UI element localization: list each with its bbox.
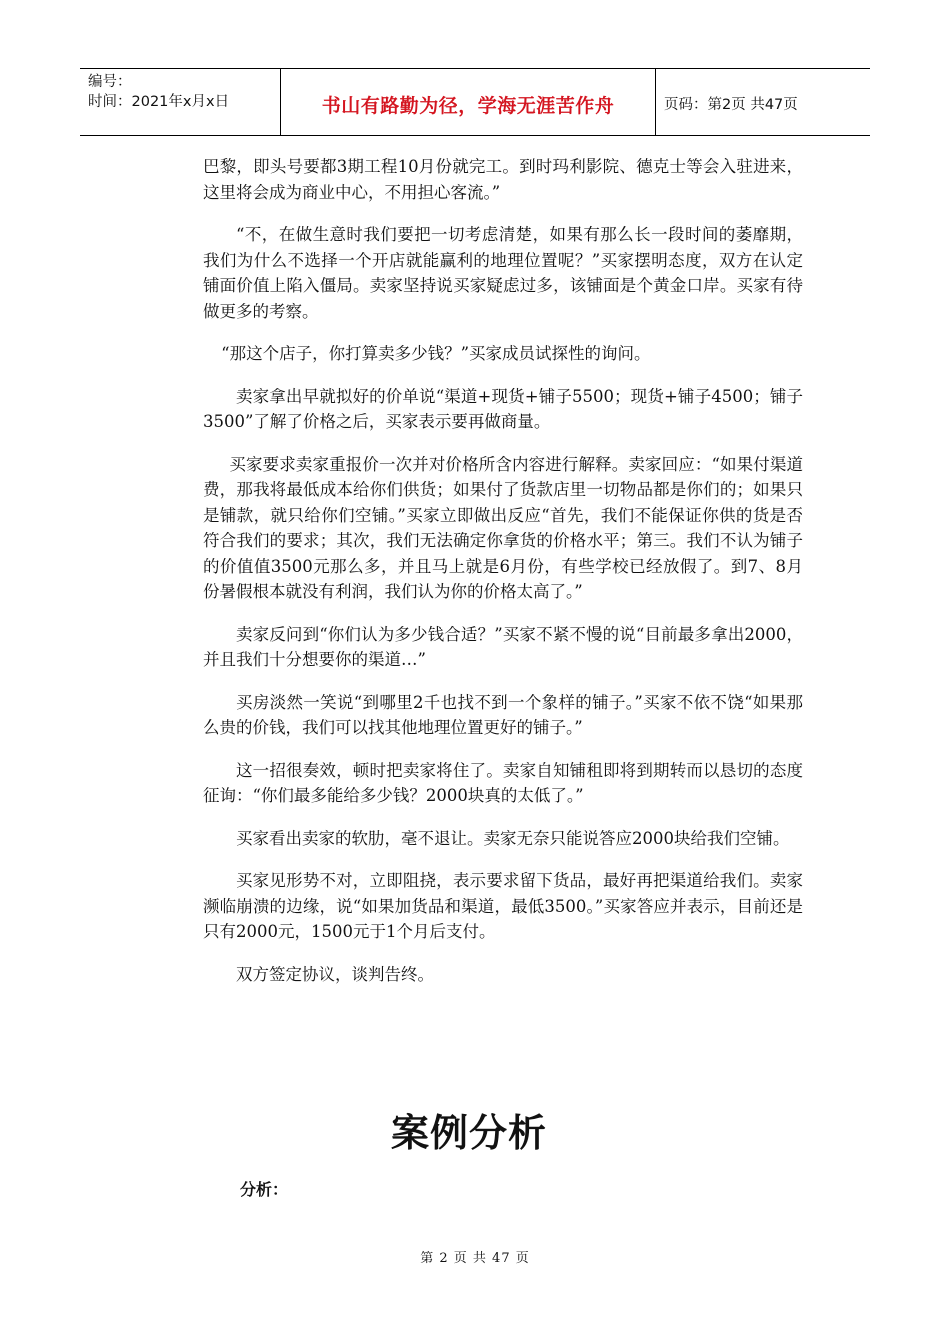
body-text (203, 154, 803, 1004)
paragraph: 买家见形势不对，立即阻挠，表示要求留下货品，最好再把渠道给我们。卖家濒临崩溃的边缘，说“如果加货品和渠道，最低3500。”买家答应并表示，目前还是只有2000元，1500元于1个月后支付。 (203, 871, 803, 941)
paragraph: 这一招很奏效，顿时把卖家将住了。卖家自知铺租即将到期转而以恳切的态度征询：“你们最多能给多少钱？2000块真的太低了。” (203, 760, 803, 805)
paragraph: 卖家反问到“你们认为多少钱合适？”买家不紧不慢的说“目前最多拿出2000，并且我们十分想要你的渠道…” (203, 624, 803, 669)
document-header (80, 68, 870, 136)
analysis-label: 分析： (240, 1180, 289, 1199)
header-page-cell (656, 69, 870, 135)
section-title: 案例分析 (390, 1111, 547, 1155)
paragraph: 卖家拿出早就拟好的价单说“渠道+现货+铺子5500；现货+铺子4500；铺子3500”了解了价格之后，买家表示要再做商量。 (203, 386, 803, 431)
motto-text: 书山有路勤为径，学海无涯苦作舟 (321, 94, 615, 117)
header-motto-cell (281, 69, 656, 135)
paragraph: 双方签定协议，谈判告终。 (236, 964, 434, 984)
page-footer: 第 2 页 共 47 页 (420, 1251, 530, 1266)
date-line: 时间：2021年x月x日 (88, 94, 230, 110)
paragraph: 买家看出卖家的软肋，毫不退让。卖家无奈只能说答应2000块给我们空铺。 (236, 828, 790, 848)
paragraph: “那这个店子，你打算卖多少钱？”买家成员试探性的询问。 (221, 344, 651, 363)
paragraph: 买家要求卖家重报价一次并对价格所含内容进行解释。卖家回应：“如果付渠道费，那我将最低成本给你们供货；如果付了货款店里一切物品都是你们的；如果只是铺款，就只给你们空铺。”买家立即做出反应“首先，我们不能保证你供的货是否符合我们的要求；其次，我们无法确定你拿货的价格水平；第三。我们不认为铺子的价值值3500元那么多，并且马上就是6月份，有些学校已经放假了。到7、8月份暑假根本就没有利润，我们认为你的价格太高了。” (203, 454, 803, 601)
number-label: 编号： (88, 74, 132, 90)
page-info: 页码：第2页 共47页 (664, 96, 798, 113)
header-meta-cell (80, 69, 281, 135)
paragraph: 巴黎，即头号要都3期工程10月份就完工。到时玛利影院、德克士等会入驻进来，这里将会成为商业中心，不用担心客流。” (203, 157, 803, 202)
paragraph: 买房淡然一笑说“到哪里2千也找不到一个象样的铺子。”买家不依不饶“如果那么贵的价钱，我们可以找其他地理位置更好的铺子。” (203, 692, 803, 737)
paragraph: “不，在做生意时我们要把一切考虑清楚，如果有那么长一段时间的萎靡期，我们为什么不选择一个开店就能赢利的地理位置呢？”买家摆明态度，双方在认定铺面价值上陷入僵局。卖家坚持说买家疑虑过多，该铺面是个黄金口岸。买家有待做更多的考察。 (203, 225, 803, 321)
